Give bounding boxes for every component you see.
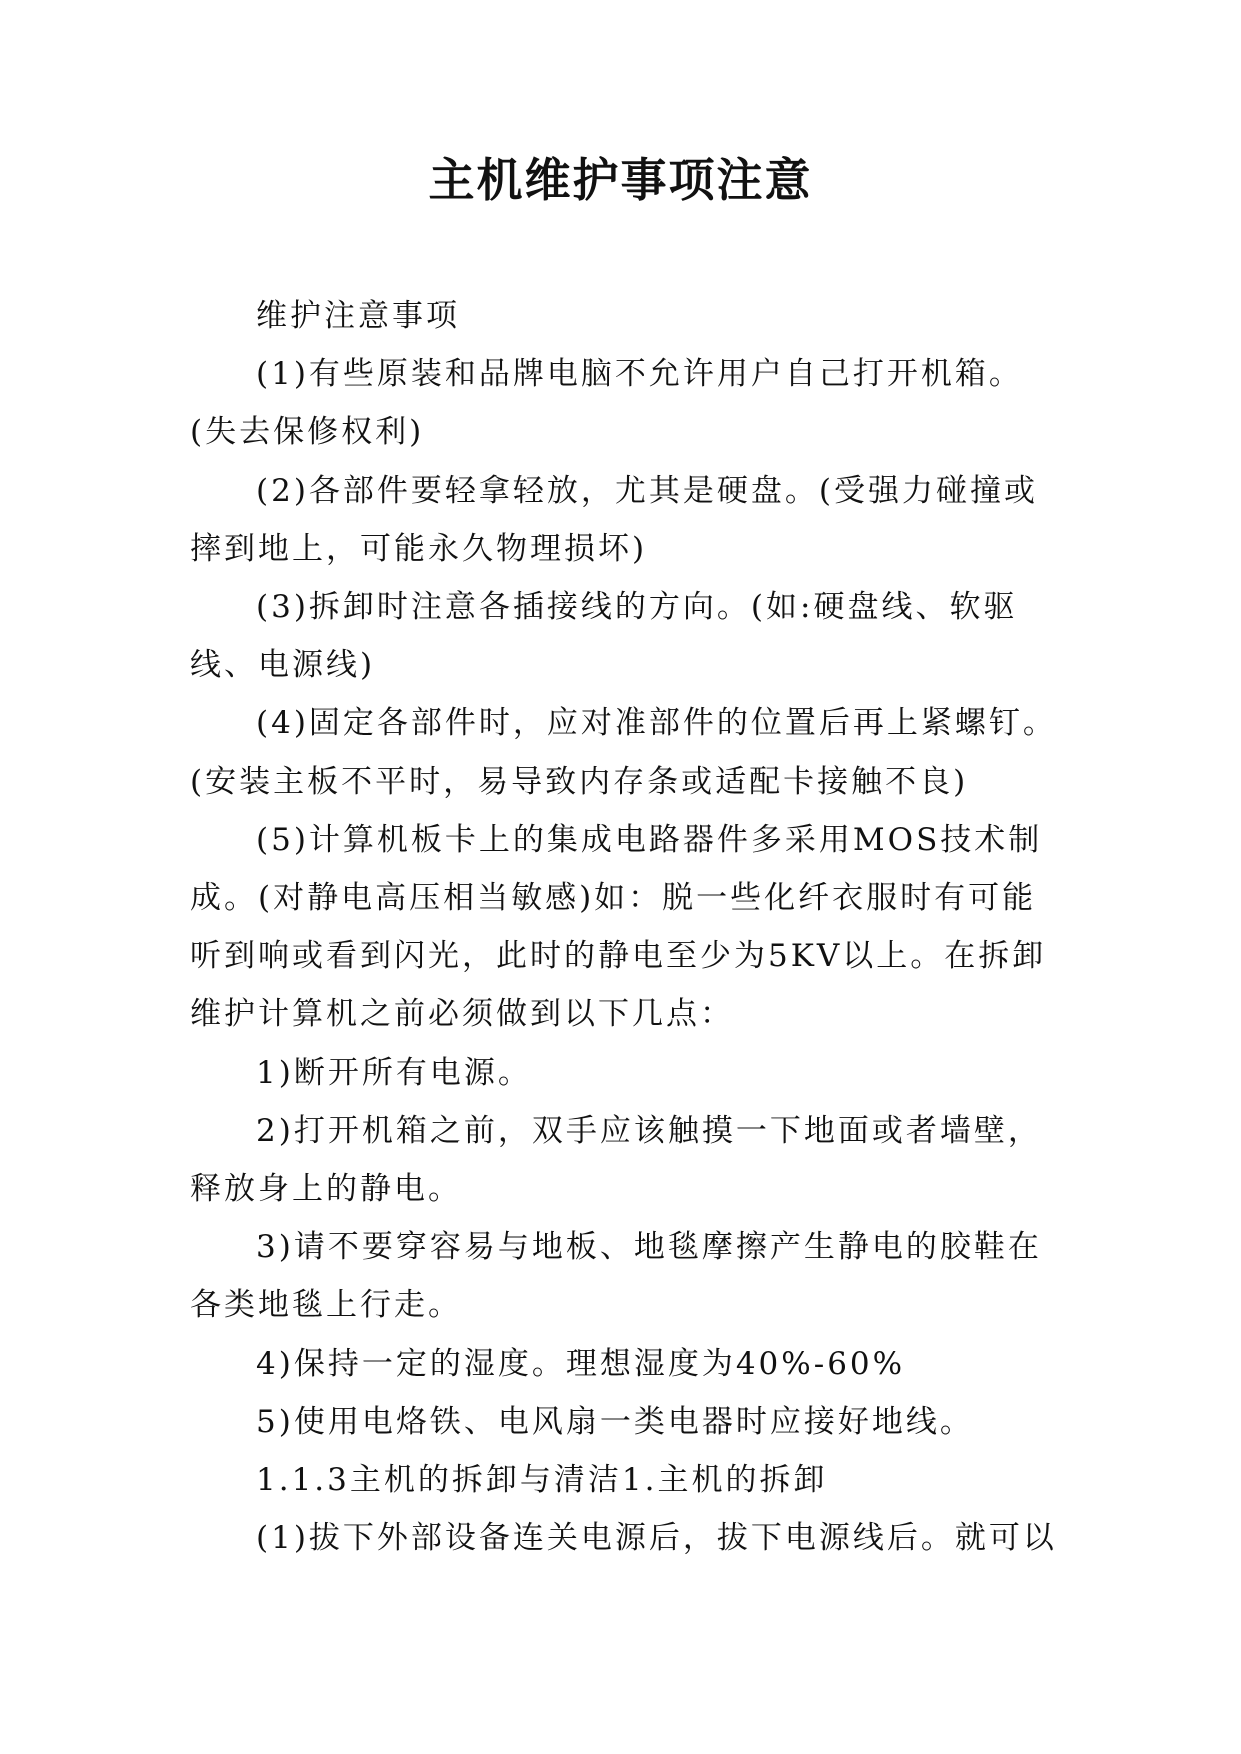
paragraph-heading: 维护注意事项 <box>256 298 460 334</box>
paragraph-item-3: (3)拆卸时注意各插接线的方向。(如:硬盘线、软驱线、电源线) <box>190 589 1018 684</box>
paragraph-item-1: (1)有些原装和品牌电脑不允许用户自己打开机箱。(失去保修权利) <box>190 356 1023 451</box>
paragraph-item-4: (4)固定各部件时，应对准部件的位置后再上紧螺钉。(安装主板不平时，易导致内存条或适配卡接触不良) <box>190 705 1057 800</box>
paragraph-section: 1.1.3主机的拆卸与清洁1.主机的拆卸 <box>256 1462 828 1499</box>
paragraph-step-1: 1)断开所有电源。 <box>256 1054 532 1091</box>
paragraph-disassembly-1: (1)拔下外部设备连关电源后，拔下电源线后。就可以 <box>256 1520 1057 1557</box>
paragraph-item-2: (2)各部件要轻拿轻放，尤其是硬盘。(受强力碰撞或摔到地上，可能永久物理损坏) <box>190 472 1039 567</box>
paragraph-item-5: (5)计算机板卡上的集成电路器件多采用MOS技术制成。(对静电高压相当敏感)如：脱一些化纤衣服时有可能听到响或看到闪光，此时的静电至少为5KV以上。在拆卸维护计算机之前必须做到以下几点： <box>190 821 1047 1033</box>
paragraph-step-2: 2)打开机箱之前，双手应该触摸一下地面或者墙壁，释放身上的静电。 <box>190 1112 1042 1208</box>
paragraph-step-3: 3)请不要穿容易与地板、地毯摩擦产生静电的胶鞋在各类地毯上行走。 <box>190 1229 1042 1324</box>
paragraph-step-5: 5)使用电烙铁、电风扇一类电器时应接好地线。 <box>256 1403 974 1440</box>
document-title: 主机维护事项注意 <box>428 153 813 207</box>
document-body <box>190 287 1060 1567</box>
paragraph-step-4: 4)保持一定的湿度。理想湿度为40%-60% <box>256 1345 906 1382</box>
